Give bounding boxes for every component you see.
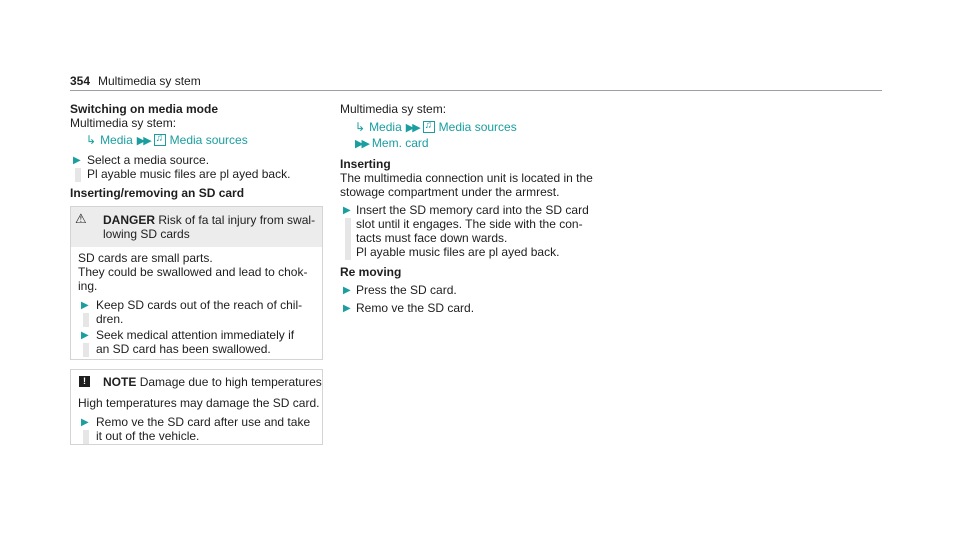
nav-media-sources-link[interactable]: Media sources (438, 120, 517, 134)
fast-forward-icon: ▶▶ (136, 135, 150, 147)
hook-arrow-icon: ↳ (86, 133, 97, 147)
danger-body: They could be swallowed and lead to chok‐ (78, 265, 308, 279)
inserting-heading: Inserting (340, 157, 391, 171)
step-stripe (83, 313, 89, 327)
danger-step: dren. (96, 312, 124, 326)
note-body: High temperatures may damage the SD card. (78, 396, 320, 410)
nav-mem-card-link[interactable]: Mem. card (371, 136, 429, 150)
nav-path (355, 120, 517, 135)
page-header-title: Multimedia sy stem (98, 74, 201, 88)
note-icon: ! (79, 376, 90, 387)
system-label: Multimedia sy stem: (70, 116, 177, 130)
system-label: Multimedia sy stem: (340, 102, 447, 116)
nav-media-link[interactable]: Media (369, 120, 402, 134)
subsection-heading: Inserting/removing an SD card (70, 186, 245, 200)
insert-step: Pl ayable music files are pl ayed back. (356, 245, 560, 259)
step-stripe (83, 343, 89, 357)
bullet-icon: ▶ (73, 155, 81, 166)
nav-media-link[interactable]: Media (100, 133, 133, 147)
danger-body: ing. (78, 279, 98, 293)
removing-heading: Re moving (340, 265, 402, 279)
section-heading: Switching on media mode (70, 102, 219, 116)
bullet-icon: ▶ (343, 303, 351, 314)
fast-forward-icon: ▶▶ (355, 138, 368, 150)
inserting-text: The multimedia connection unit is located in the (340, 171, 593, 185)
hook-arrow-icon: ↳ (355, 120, 366, 134)
header-divider (70, 90, 882, 91)
remove-step: Press the SD card. (356, 283, 457, 297)
note-step: it out of the vehicle. (96, 429, 200, 443)
bullet-icon: ▶ (343, 285, 351, 296)
media-sources-icon (423, 121, 435, 133)
danger-body: SD cards are small parts. (78, 251, 213, 265)
remove-step: Remo ve the SD card. (356, 301, 475, 315)
danger-step: an SD card has been swallowed. (96, 342, 271, 356)
bullet-icon: ▶ (343, 205, 351, 216)
danger-step: Seek medical attention immediately if (96, 328, 295, 342)
step-text: Pl ayable music files are pl ayed back. (87, 167, 291, 181)
nav-path (86, 133, 248, 148)
step-stripe (83, 430, 89, 444)
step-stripe (345, 218, 351, 260)
fast-forward-icon: ▶▶ (405, 122, 419, 134)
insert-step: slot until it engages. The side with the con‐ (356, 217, 583, 231)
step-stripe (75, 168, 81, 182)
step-text: Select a media source. (87, 153, 210, 167)
danger-title-text: lowing SD cards (103, 227, 190, 241)
danger-step: Keep SD cards out of the reach of chil‐ (96, 298, 303, 312)
nav-media-sources-link[interactable]: Media sources (169, 133, 248, 147)
bullet-icon: ▶ (81, 300, 89, 311)
note-step: Remo ve the SD card after use and take (96, 415, 311, 429)
page-number: 354 (70, 74, 91, 88)
danger-title-text: Risk of fa tal injury from swal‐ (158, 213, 316, 227)
inserting-text: stowage compartment under the armrest. (340, 185, 560, 199)
note-title (103, 375, 322, 389)
danger-label: DANGER (103, 213, 156, 227)
nav-path-2 (355, 136, 429, 151)
insert-step: Insert the SD memory card into the SD card (356, 203, 589, 217)
note-label: NOTE (103, 375, 137, 389)
bullet-icon: ▶ (81, 417, 89, 428)
media-sources-icon (154, 134, 166, 146)
warning-icon: ⚠ (75, 211, 87, 226)
danger-title (103, 213, 315, 227)
insert-step: tacts must face down wards. (356, 231, 508, 245)
bullet-icon: ▶ (81, 330, 89, 341)
note-title-text: Damage due to high temperatures (139, 375, 322, 389)
